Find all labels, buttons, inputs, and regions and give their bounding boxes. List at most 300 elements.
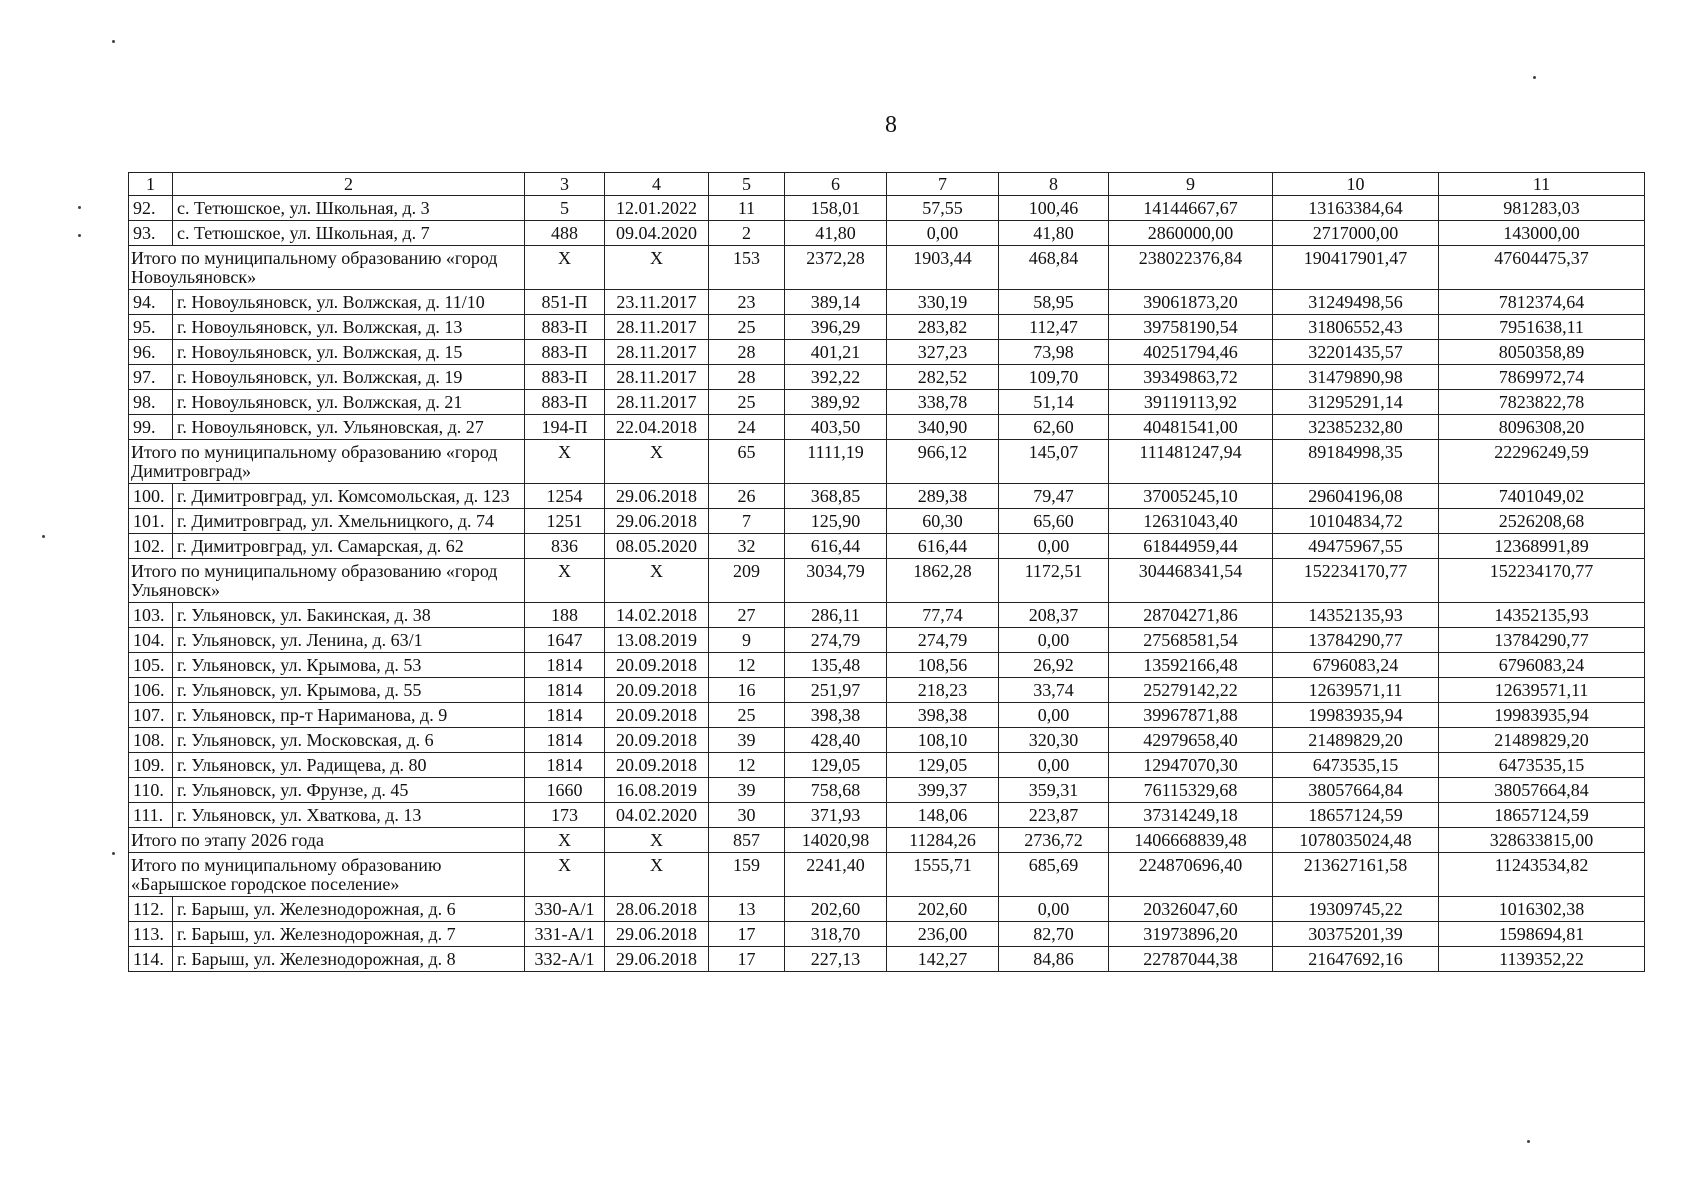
address-cell: с. Тетюшское, ул. Школьная, д. 7 (173, 221, 525, 246)
table-row (129, 315, 1645, 340)
row-number: 100. (129, 484, 173, 509)
register-table (128, 172, 1645, 972)
value-cell-c7: 338,78 (887, 390, 999, 415)
value-cell-c3: 188 (525, 603, 605, 628)
value-cell-c4: 29.06.2018 (605, 947, 709, 972)
value-cell-c11: 152234170,77 (1439, 559, 1645, 603)
value-cell-c10: 14352135,93 (1273, 603, 1439, 628)
value-cell-c3: 488 (525, 221, 605, 246)
value-cell-c3: 194-П (525, 415, 605, 440)
address-cell: г. Ульяновск, ул. Бакинская, д. 38 (173, 603, 525, 628)
value-cell-c8: 208,37 (999, 603, 1109, 628)
value-cell-c9: 20326047,60 (1109, 897, 1273, 922)
value-cell-c11: 8050358,89 (1439, 340, 1645, 365)
value-cell-c6: 135,48 (785, 653, 887, 678)
table-row (129, 290, 1645, 315)
value-cell-c5: 12 (709, 753, 785, 778)
value-cell-c7: 218,23 (887, 678, 999, 703)
row-number: 99. (129, 415, 173, 440)
value-cell-c4: Х (605, 440, 709, 484)
value-cell-c5: 2 (709, 221, 785, 246)
value-cell-c8: 62,60 (999, 415, 1109, 440)
value-cell-c5: 25 (709, 390, 785, 415)
address-cell: г. Ульяновск, пр-т Нариманова, д. 9 (173, 703, 525, 728)
value-cell-c9: 40481541,00 (1109, 415, 1273, 440)
address-cell: г. Новоульяновск, ул. Волжская, д. 21 (173, 390, 525, 415)
table-row (129, 340, 1645, 365)
value-cell-c11: 12639571,11 (1439, 678, 1645, 703)
value-cell-c10: 21489829,20 (1273, 728, 1439, 753)
value-cell-c6: 368,85 (785, 484, 887, 509)
value-cell-c10: 6796083,24 (1273, 653, 1439, 678)
value-cell-c10: 21647692,16 (1273, 947, 1439, 972)
value-cell-c3: 1660 (525, 778, 605, 803)
value-cell-c3: 883-П (525, 340, 605, 365)
value-cell-c11: 6796083,24 (1439, 653, 1645, 678)
value-cell-c9: 1406668839,48 (1109, 828, 1273, 853)
value-cell-c3: 331-А/1 (525, 922, 605, 947)
value-cell-c4: 29.06.2018 (605, 922, 709, 947)
table-row (129, 803, 1645, 828)
table-row (129, 628, 1645, 653)
value-cell-c10: 190417901,47 (1273, 246, 1439, 290)
value-cell-c5: 39 (709, 778, 785, 803)
table-row (129, 534, 1645, 559)
value-cell-c8: 26,92 (999, 653, 1109, 678)
value-cell-c10: 2717000,00 (1273, 221, 1439, 246)
value-cell-c11: 7401049,02 (1439, 484, 1645, 509)
header-cell: 7 (887, 173, 999, 196)
value-cell-c3: 883-П (525, 315, 605, 340)
value-cell-c7: 57,55 (887, 196, 999, 221)
value-cell-c6: 129,05 (785, 753, 887, 778)
address-cell: г. Новоульяновск, ул. Волжская, д. 15 (173, 340, 525, 365)
value-cell-c7: 142,27 (887, 947, 999, 972)
row-number: 105. (129, 653, 173, 678)
value-cell-c6: 318,70 (785, 922, 887, 947)
value-cell-c9: 14144667,67 (1109, 196, 1273, 221)
value-cell-c9: 39119113,92 (1109, 390, 1273, 415)
table-row (129, 509, 1645, 534)
row-number: 110. (129, 778, 173, 803)
value-cell-c6: 758,68 (785, 778, 887, 803)
value-cell-c4: 20.09.2018 (605, 703, 709, 728)
table-row (129, 415, 1645, 440)
value-cell-c3: 1814 (525, 753, 605, 778)
value-cell-c11: 8096308,20 (1439, 415, 1645, 440)
address-cell: с. Тетюшское, ул. Школьная, д. 3 (173, 196, 525, 221)
value-cell-c6: 616,44 (785, 534, 887, 559)
value-cell-c7: 11284,26 (887, 828, 999, 853)
row-number: 102. (129, 534, 173, 559)
value-cell-c9: 37314249,18 (1109, 803, 1273, 828)
value-cell-c9: 224870696,40 (1109, 853, 1273, 897)
value-cell-c5: 25 (709, 703, 785, 728)
value-cell-c3: 883-П (525, 390, 605, 415)
subtotal-row (129, 246, 1645, 290)
value-cell-c6: 403,50 (785, 415, 887, 440)
value-cell-c6: 1111,19 (785, 440, 887, 484)
value-cell-c6: 2372,28 (785, 246, 887, 290)
value-cell-c4: 09.04.2020 (605, 221, 709, 246)
value-cell-c9: 40251794,46 (1109, 340, 1273, 365)
value-cell-c7: 148,06 (887, 803, 999, 828)
table-row (129, 390, 1645, 415)
table-header-row (129, 173, 1645, 196)
value-cell-c7: 202,60 (887, 897, 999, 922)
value-cell-c6: 227,13 (785, 947, 887, 972)
value-cell-c8: 65,60 (999, 509, 1109, 534)
value-cell-c4: 20.09.2018 (605, 753, 709, 778)
value-cell-c5: 30 (709, 803, 785, 828)
value-cell-c9: 39758190,54 (1109, 315, 1273, 340)
value-cell-c7: 282,52 (887, 365, 999, 390)
value-cell-c9: 25279142,22 (1109, 678, 1273, 703)
table-row (129, 365, 1645, 390)
value-cell-c9: 39967871,88 (1109, 703, 1273, 728)
value-cell-c11: 1016302,38 (1439, 897, 1645, 922)
value-cell-c10: 152234170,77 (1273, 559, 1439, 603)
value-cell-c10: 31249498,56 (1273, 290, 1439, 315)
value-cell-c4: 22.04.2018 (605, 415, 709, 440)
value-cell-c7: 0,00 (887, 221, 999, 246)
value-cell-c11: 7951638,11 (1439, 315, 1645, 340)
value-cell-c8: 100,46 (999, 196, 1109, 221)
value-cell-c10: 18657124,59 (1273, 803, 1439, 828)
value-cell-c4: 29.06.2018 (605, 509, 709, 534)
address-cell: г. Новоульяновск, ул. Волжская, д. 19 (173, 365, 525, 390)
value-cell-c8: 84,86 (999, 947, 1109, 972)
row-number: 111. (129, 803, 173, 828)
value-cell-c4: 29.06.2018 (605, 484, 709, 509)
row-number: 96. (129, 340, 173, 365)
value-cell-c5: 13 (709, 897, 785, 922)
table-row (129, 703, 1645, 728)
value-cell-c3: Х (525, 559, 605, 603)
value-cell-c5: 7 (709, 509, 785, 534)
value-cell-c6: 286,11 (785, 603, 887, 628)
value-cell-c8: 0,00 (999, 628, 1109, 653)
value-cell-c6: 202,60 (785, 897, 887, 922)
value-cell-c4: 23.11.2017 (605, 290, 709, 315)
value-cell-c4: Х (605, 853, 709, 897)
value-cell-c6: 392,22 (785, 365, 887, 390)
value-cell-c11: 328633815,00 (1439, 828, 1645, 853)
value-cell-c3: 883-П (525, 365, 605, 390)
value-cell-c5: 11 (709, 196, 785, 221)
value-cell-c4: 16.08.2019 (605, 778, 709, 803)
table-row (129, 778, 1645, 803)
value-cell-c7: 1903,44 (887, 246, 999, 290)
table-row (129, 728, 1645, 753)
value-cell-c4: 13.08.2019 (605, 628, 709, 653)
address-cell: г. Барыш, ул. Железнодорожная, д. 8 (173, 947, 525, 972)
value-cell-c6: 401,21 (785, 340, 887, 365)
value-cell-c7: 60,30 (887, 509, 999, 534)
value-cell-c6: 158,01 (785, 196, 887, 221)
value-cell-c7: 966,12 (887, 440, 999, 484)
value-cell-c11: 143000,00 (1439, 221, 1645, 246)
subtotal-title: Итого по муниципальному образованию «город Димитровград» (129, 440, 525, 484)
value-cell-c3: Х (525, 828, 605, 853)
value-cell-c5: 209 (709, 559, 785, 603)
value-cell-c4: Х (605, 828, 709, 853)
table-row (129, 196, 1645, 221)
table-row (129, 603, 1645, 628)
subtotal-title: Итого по муниципальному образованию «Барышское городское поселение» (129, 853, 525, 897)
value-cell-c7: 1555,71 (887, 853, 999, 897)
value-cell-c4: 12.01.2022 (605, 196, 709, 221)
value-cell-c9: 76115329,68 (1109, 778, 1273, 803)
value-cell-c9: 238022376,84 (1109, 246, 1273, 290)
value-cell-c3: 173 (525, 803, 605, 828)
value-cell-c5: 23 (709, 290, 785, 315)
value-cell-c8: 468,84 (999, 246, 1109, 290)
value-cell-c6: 398,38 (785, 703, 887, 728)
value-cell-c5: 159 (709, 853, 785, 897)
value-cell-c6: 3034,79 (785, 559, 887, 603)
value-cell-c3: 1647 (525, 628, 605, 653)
table-row (129, 753, 1645, 778)
page-number: 8 (885, 112, 897, 138)
row-number: 103. (129, 603, 173, 628)
value-cell-c9: 39349863,72 (1109, 365, 1273, 390)
value-cell-c10: 13784290,77 (1273, 628, 1439, 653)
value-cell-c8: 58,95 (999, 290, 1109, 315)
row-number: 113. (129, 922, 173, 947)
value-cell-c9: 27568581,54 (1109, 628, 1273, 653)
value-cell-c5: 24 (709, 415, 785, 440)
header-cell: 10 (1273, 173, 1439, 196)
value-cell-c3: 1814 (525, 728, 605, 753)
value-cell-c7: 330,19 (887, 290, 999, 315)
subtotal-row (129, 559, 1645, 603)
value-cell-c5: 39 (709, 728, 785, 753)
value-cell-c6: 41,80 (785, 221, 887, 246)
value-cell-c3: 1254 (525, 484, 605, 509)
value-cell-c8: 33,74 (999, 678, 1109, 703)
header-cell: 9 (1109, 173, 1273, 196)
value-cell-c7: 129,05 (887, 753, 999, 778)
value-cell-c10: 32385232,80 (1273, 415, 1439, 440)
value-cell-c10: 31806552,43 (1273, 315, 1439, 340)
value-cell-c10: 30375201,39 (1273, 922, 1439, 947)
header-cell: 2 (173, 173, 525, 196)
value-cell-c9: 13592166,48 (1109, 653, 1273, 678)
value-cell-c10: 32201435,57 (1273, 340, 1439, 365)
row-number: 92. (129, 196, 173, 221)
scan-speck (1533, 76, 1536, 79)
row-number: 97. (129, 365, 173, 390)
header-cell: 5 (709, 173, 785, 196)
header-cell: 11 (1439, 173, 1645, 196)
value-cell-c3: 1814 (525, 653, 605, 678)
address-cell: г. Димитровград, ул. Комсомольская, д. 123 (173, 484, 525, 509)
value-cell-c3: 1814 (525, 678, 605, 703)
value-cell-c3: 836 (525, 534, 605, 559)
value-cell-c9: 42979658,40 (1109, 728, 1273, 753)
row-number: 107. (129, 703, 173, 728)
value-cell-c8: 51,14 (999, 390, 1109, 415)
value-cell-c10: 31479890,98 (1273, 365, 1439, 390)
value-cell-c10: 19983935,94 (1273, 703, 1439, 728)
address-cell: г. Барыш, ул. Железнодорожная, д. 7 (173, 922, 525, 947)
value-cell-c11: 47604475,37 (1439, 246, 1645, 290)
header-cell: 6 (785, 173, 887, 196)
value-cell-c11: 12368991,89 (1439, 534, 1645, 559)
value-cell-c11: 981283,03 (1439, 196, 1645, 221)
value-cell-c4: Х (605, 559, 709, 603)
value-cell-c10: 89184998,35 (1273, 440, 1439, 484)
value-cell-c9: 304468341,54 (1109, 559, 1273, 603)
row-number: 101. (129, 509, 173, 534)
table-body (129, 173, 1645, 972)
address-cell: г. Ульяновск, ул. Радищева, д. 80 (173, 753, 525, 778)
value-cell-c7: 289,38 (887, 484, 999, 509)
value-cell-c4: 28.11.2017 (605, 340, 709, 365)
value-cell-c11: 7869972,74 (1439, 365, 1645, 390)
header-cell: 4 (605, 173, 709, 196)
value-cell-c7: 399,37 (887, 778, 999, 803)
value-cell-c5: 28 (709, 340, 785, 365)
table-row (129, 678, 1645, 703)
value-cell-c9: 31973896,20 (1109, 922, 1273, 947)
value-cell-c4: 08.05.2020 (605, 534, 709, 559)
value-cell-c6: 371,93 (785, 803, 887, 828)
subtotal-row (129, 828, 1645, 853)
value-cell-c8: 685,69 (999, 853, 1109, 897)
value-cell-c8: 0,00 (999, 703, 1109, 728)
value-cell-c9: 22787044,38 (1109, 947, 1273, 972)
value-cell-c11: 38057664,84 (1439, 778, 1645, 803)
value-cell-c7: 108,10 (887, 728, 999, 753)
address-cell: г. Новоульяновск, ул. Волжская, д. 13 (173, 315, 525, 340)
scan-speck (42, 535, 45, 538)
value-cell-c5: 16 (709, 678, 785, 703)
row-number: 93. (129, 221, 173, 246)
table-row (129, 922, 1645, 947)
value-cell-c11: 11243534,82 (1439, 853, 1645, 897)
value-cell-c5: 65 (709, 440, 785, 484)
address-cell: г. Ульяновск, ул. Фрунзе, д. 45 (173, 778, 525, 803)
table-row (129, 484, 1645, 509)
value-cell-c10: 19309745,22 (1273, 897, 1439, 922)
value-cell-c10: 49475967,55 (1273, 534, 1439, 559)
scan-speck (1527, 1140, 1530, 1143)
address-cell: г. Ульяновск, ул. Ленина, д. 63/1 (173, 628, 525, 653)
address-cell: г. Новоульяновск, ул. Ульяновская, д. 27 (173, 415, 525, 440)
value-cell-c4: 28.11.2017 (605, 390, 709, 415)
value-cell-c10: 38057664,84 (1273, 778, 1439, 803)
subtotal-row (129, 853, 1645, 897)
value-cell-c5: 28 (709, 365, 785, 390)
value-cell-c9: 37005245,10 (1109, 484, 1273, 509)
value-cell-c10: 10104834,72 (1273, 509, 1439, 534)
value-cell-c8: 320,30 (999, 728, 1109, 753)
value-cell-c5: 9 (709, 628, 785, 653)
address-cell: г. Барыш, ул. Железнодорожная, д. 6 (173, 897, 525, 922)
row-number: 104. (129, 628, 173, 653)
value-cell-c6: 125,90 (785, 509, 887, 534)
value-cell-c7: 77,74 (887, 603, 999, 628)
value-cell-c8: 112,47 (999, 315, 1109, 340)
value-cell-c11: 7823822,78 (1439, 390, 1645, 415)
value-cell-c7: 398,38 (887, 703, 999, 728)
value-cell-c11: 13784290,77 (1439, 628, 1645, 653)
value-cell-c6: 396,29 (785, 315, 887, 340)
subtotal-title: Итого по муниципальному образованию «город Ульяновск» (129, 559, 525, 603)
value-cell-c11: 1139352,22 (1439, 947, 1645, 972)
value-cell-c7: 283,82 (887, 315, 999, 340)
subtotal-row (129, 440, 1645, 484)
value-cell-c8: 73,98 (999, 340, 1109, 365)
value-cell-c10: 213627161,58 (1273, 853, 1439, 897)
value-cell-c3: 330-А/1 (525, 897, 605, 922)
value-cell-c3: 851-П (525, 290, 605, 315)
row-number: 109. (129, 753, 173, 778)
value-cell-c6: 14020,98 (785, 828, 887, 853)
value-cell-c5: 153 (709, 246, 785, 290)
value-cell-c5: 17 (709, 947, 785, 972)
scan-speck (78, 234, 81, 237)
value-cell-c8: 0,00 (999, 534, 1109, 559)
value-cell-c8: 359,31 (999, 778, 1109, 803)
value-cell-c5: 12 (709, 653, 785, 678)
row-number: 95. (129, 315, 173, 340)
value-cell-c10: 1078035024,48 (1273, 828, 1439, 853)
value-cell-c4: 14.02.2018 (605, 603, 709, 628)
address-cell: г. Новоульяновск, ул. Волжская, д. 11/10 (173, 290, 525, 315)
value-cell-c8: 109,70 (999, 365, 1109, 390)
address-cell: г. Ульяновск, ул. Крымова, д. 53 (173, 653, 525, 678)
value-cell-c4: 20.09.2018 (605, 653, 709, 678)
value-cell-c10: 12639571,11 (1273, 678, 1439, 703)
value-cell-c6: 2241,40 (785, 853, 887, 897)
value-cell-c8: 79,47 (999, 484, 1109, 509)
value-cell-c9: 28704271,86 (1109, 603, 1273, 628)
header-cell: 1 (129, 173, 173, 196)
value-cell-c8: 0,00 (999, 753, 1109, 778)
address-cell: г. Ульяновск, ул. Крымова, д. 55 (173, 678, 525, 703)
value-cell-c9: 39061873,20 (1109, 290, 1273, 315)
value-cell-c6: 389,14 (785, 290, 887, 315)
value-cell-c3: 5 (525, 196, 605, 221)
value-cell-c9: 12947070,30 (1109, 753, 1273, 778)
value-cell-c8: 223,87 (999, 803, 1109, 828)
value-cell-c5: 857 (709, 828, 785, 853)
row-number: 114. (129, 947, 173, 972)
value-cell-c4: 28.06.2018 (605, 897, 709, 922)
value-cell-c4: Х (605, 246, 709, 290)
table-row (129, 653, 1645, 678)
value-cell-c10: 6473535,15 (1273, 753, 1439, 778)
value-cell-c4: 04.02.2020 (605, 803, 709, 828)
value-cell-c11: 1598694,81 (1439, 922, 1645, 947)
value-cell-c6: 251,97 (785, 678, 887, 703)
value-cell-c7: 274,79 (887, 628, 999, 653)
value-cell-c10: 13163384,64 (1273, 196, 1439, 221)
value-cell-c9: 61844959,44 (1109, 534, 1273, 559)
subtotal-title: Итого по муниципальному образованию «город Новоульяновск» (129, 246, 525, 290)
table-row (129, 221, 1645, 246)
address-cell: г. Ульяновск, ул. Московская, д. 6 (173, 728, 525, 753)
value-cell-c11: 19983935,94 (1439, 703, 1645, 728)
value-cell-c5: 25 (709, 315, 785, 340)
subtotal-title: Итого по этапу 2026 года (129, 828, 525, 853)
value-cell-c6: 389,92 (785, 390, 887, 415)
header-cell: 3 (525, 173, 605, 196)
row-number: 106. (129, 678, 173, 703)
